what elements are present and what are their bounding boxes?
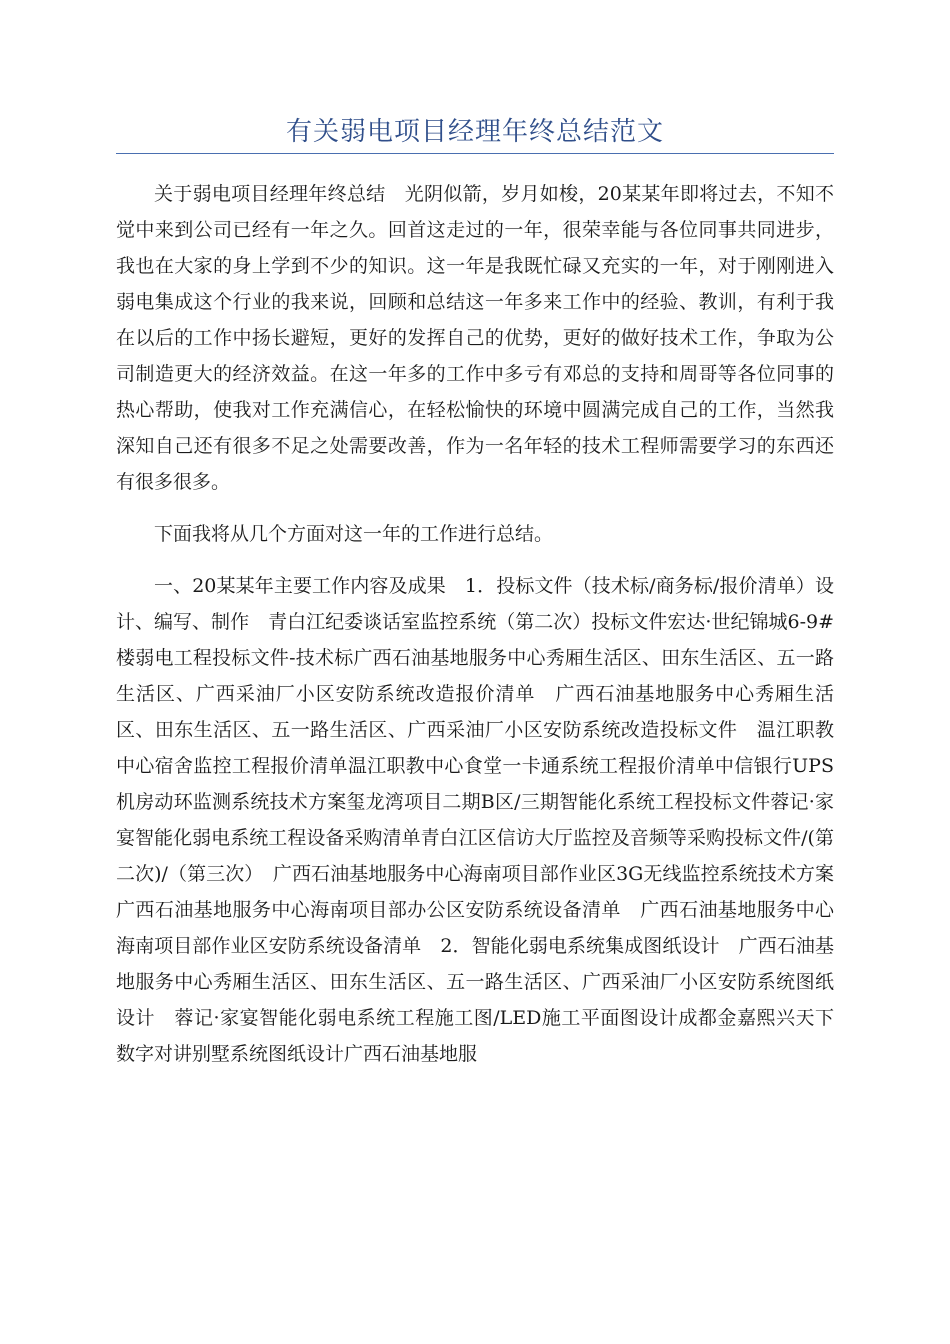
title-underline bbox=[116, 153, 834, 154]
document-body bbox=[116, 176, 834, 1088]
document-title: 有关弱电项目经理年终总结范文 bbox=[285, 117, 664, 147]
paragraph-section-one: 一、20某某年主要工作内容及成果 1．投标文件（技术标/商务标/报价清单）设计、编写、制作 青白江纪委谈话室监控系统（第二次）投标文件宏达·世纪锦城6-9#楼弱电工程投标文件-技术标广西石油基地服务中心秀厢生活区、田东生活区、五一路生活区、广西采油厂小区安防系统改造报价清单 广西石油基地服务中心秀厢生活区、田东生活区、五一路生活区、广西采油厂小区安防系统改造投标文件 温江职教中心宿舍监控工程报价清单温江职教中心食堂一卡通系统工程报价清单中信银行UPS机房动环监测系统技术方案玺龙湾项目二期B区/三期智能化系统工程投标文件蓉记·家宴智能化弱电系统工程设备采购清单青白江区信访大厅监控及音频等采购投标文件/(第二次)/（第三次） 广西石油基地服务中心海南项目部作业区3G无线监控系统技术方案广西石油基地服务中心海南项目部办公区安防系统设备清单 广西石油基地服务中心海南项目部作业区安防系统设备清单 2．智能化弱电系统集成图纸设计 广西石油基地服务中心秀厢生活区、田东生活区、五一路生活区、广西采油厂小区安防系统图纸设计 蓉记·家宴智能化弱电系统工程施工图/LED施工平面图设计成都金嘉熙兴天下数字对讲别墅系统图纸设计广西石油基地服 bbox=[116, 575, 834, 1065]
paragraph-intro: 关于弱电项目经理年终总结 光阴似箭，岁月如梭，20某某年即将过去，不知不觉中来到公司已经有一年之久。回首这走过的一年，很荣幸能与各位同事共同进步，我也在大家的身上学到不少的知识。这一年是我既忙碌又充实的一年，对于刚刚进入弱电集成这个行业的我来说，回顾和总结这一年多来工作中的经验、教训，有利于我在以后的工作中扬长避短，更好的发挥自己的优势，更好的做好技术工作，争取为公司制造更大的经济效益。在这一年多的工作中多亏有邓总的支持和周哥等各位同事的热心帮助，使我对工作充满信心，在轻松愉快的环境中圆满完成自己的工作，当然我深知自己还有很多不足之处需要改善，作为一名年轻的技术工程师需要学习的东西还有很多很多。 bbox=[116, 183, 834, 493]
paragraph-transition: 下面我将从几个方面对这一年的工作进行总结。 bbox=[154, 523, 554, 545]
